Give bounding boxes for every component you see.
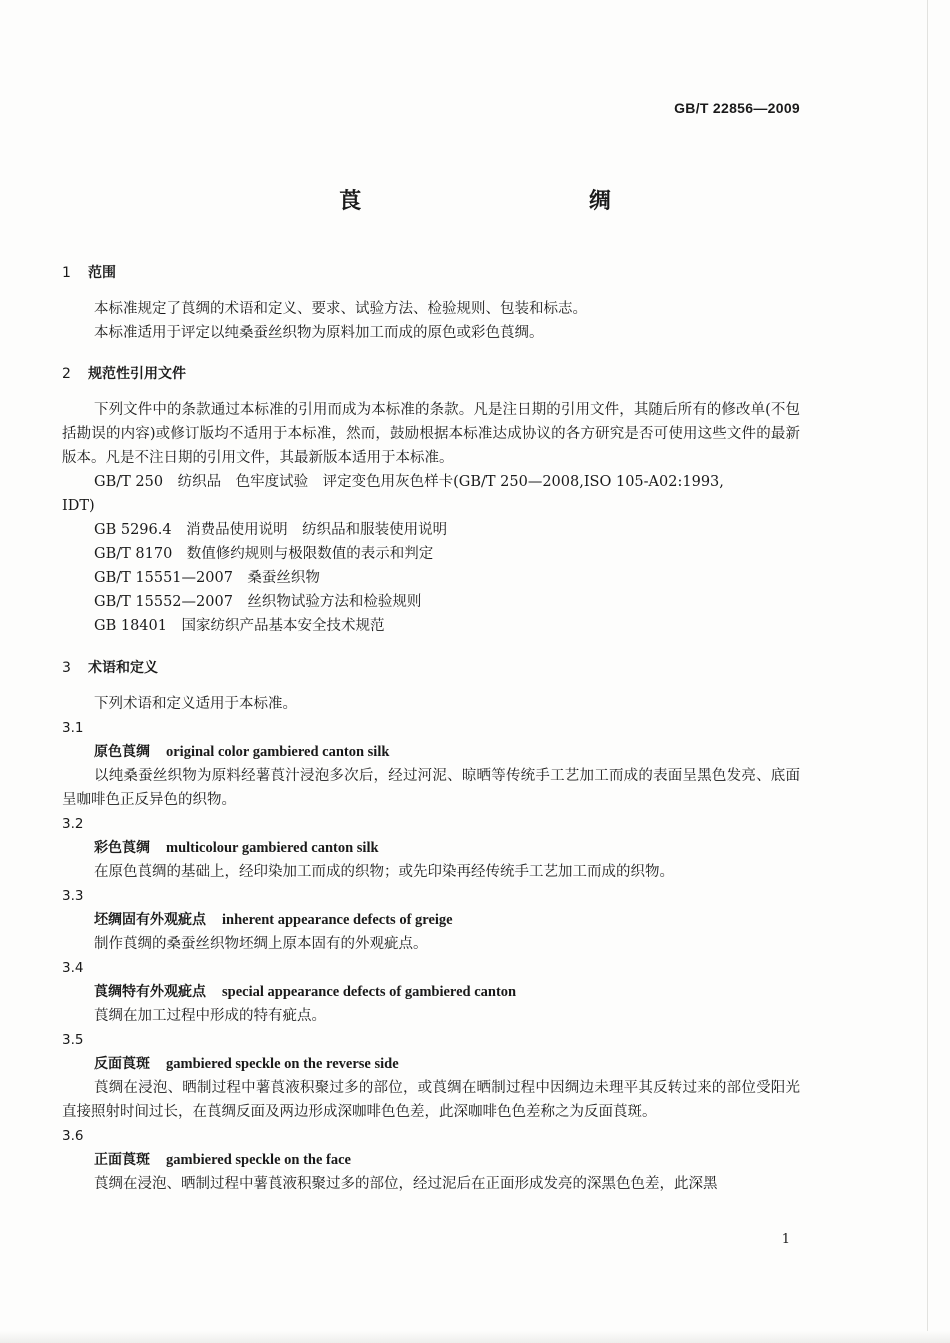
document-title: 莨 绸 bbox=[339, 189, 721, 214]
paragraph: 下列文件中的条款通过本标准的引用而成为本标准的条款。凡是注日期的引用文件，其随后所有的修改单(不包括勘误的内容)或修订版均不适用于本标准，然而，鼓励根据本标准达成协议的各方研究是否可使用这些文件的最新版本。凡是不注日期的引用文件，其最新版本适用于本标准。 bbox=[62, 402, 800, 466]
section-3 bbox=[62, 656, 800, 1196]
paragraph: 本标准适用于评定以纯桑蚕丝织物为原料加工而成的原色或彩色莨绸。 bbox=[94, 325, 544, 341]
section-heading: 3 术语和定义 bbox=[62, 660, 158, 676]
term-number: 3.5 bbox=[62, 1032, 84, 1048]
term-definition: 莨绸在浸泡、晒制过程中薯莨液积聚过多的部位，经过泥后在正面形成发亮的深黑色色差，此深黑 bbox=[94, 1176, 718, 1192]
term-definition: 在原色莨绸的基础上，经印染加工而成的织物；或先印染再经传统手工艺加工而成的织物。 bbox=[94, 864, 674, 880]
term-number: 3.6 bbox=[62, 1128, 84, 1144]
section-heading: 2 规范性引用文件 bbox=[62, 366, 186, 382]
standard-code: GB/T 22856—2009 bbox=[674, 100, 800, 116]
term-definition: 制作莨绸的桑蚕丝织物坯绸上原本固有的外观疵点。 bbox=[94, 936, 428, 952]
term-definition: 以纯桑蚕丝织物为原料经薯莨汁浸泡多次后，经过河泥、晾晒等传统手工艺加工而成的表面呈黑色发亮、底面呈咖啡色正反异色的织物。 bbox=[62, 768, 800, 808]
paragraph: 下列术语和定义适用于本标准。 bbox=[94, 696, 297, 712]
scan-bottom-edge bbox=[0, 1331, 950, 1343]
term-title: 坯绸固有外观疵点 inherent appearance defects of greige bbox=[94, 912, 453, 928]
reference-item: GB/T 15552—2007 丝织物试验方法和检验规则 bbox=[94, 594, 422, 610]
term-title: 原色莨绸 original color gambiered canton silk bbox=[94, 744, 390, 760]
reference-item: GB 5296.4 消费品使用说明 纺织品和服装使用说明 bbox=[94, 522, 448, 538]
reference-item: GB/T 250 纺织品 色牢度试验 评定变色用灰色样卡(GB/T 250—2008,ISO 105-A02:1993, bbox=[94, 474, 724, 490]
term-definition: 莨绸在加工过程中形成的特有疵点。 bbox=[94, 1008, 326, 1024]
paragraph: 本标准规定了莨绸的术语和定义、要求、试验方法、检验规则、包装和标志。 bbox=[94, 301, 587, 317]
reference-item: GB 18401 国家纺织产品基本安全技术规范 bbox=[94, 618, 385, 634]
term-title: 莨绸特有外观疵点 special appearance defects of gambiered canton bbox=[94, 984, 517, 1000]
section-2 bbox=[62, 362, 800, 638]
term-number: 3.4 bbox=[62, 960, 84, 976]
section-1 bbox=[62, 261, 800, 345]
reference-item: GB/T 15551—2007 桑蚕丝织物 bbox=[94, 570, 320, 586]
term-definition: 莨绸在浸泡、晒制过程中薯莨液积聚过多的部位，或莨绸在晒制过程中因绸边未理平其反转过来的部位受阳光直接照射时间过长，在莨绸反面及两边形成深咖啡色色差，此深咖啡色色差称之为反面莨斑。 bbox=[62, 1080, 800, 1120]
term-number: 3.3 bbox=[62, 888, 84, 904]
term-title: 彩色莨绸 multicolour gambiered canton silk bbox=[94, 840, 379, 856]
section-heading: 1 范围 bbox=[62, 265, 116, 281]
page-number: 1 bbox=[781, 1232, 790, 1247]
reference-item-continuation: IDT) bbox=[62, 498, 95, 514]
term-title: 正面莨斑 gambiered speckle on the face bbox=[94, 1152, 351, 1168]
term-number: 3.1 bbox=[62, 720, 84, 736]
term-title: 反面莨斑 gambiered speckle on the reverse side bbox=[94, 1056, 399, 1072]
reference-item: GB/T 8170 数值修约规则与极限数值的表示和判定 bbox=[94, 546, 434, 562]
term-number: 3.2 bbox=[62, 816, 84, 832]
